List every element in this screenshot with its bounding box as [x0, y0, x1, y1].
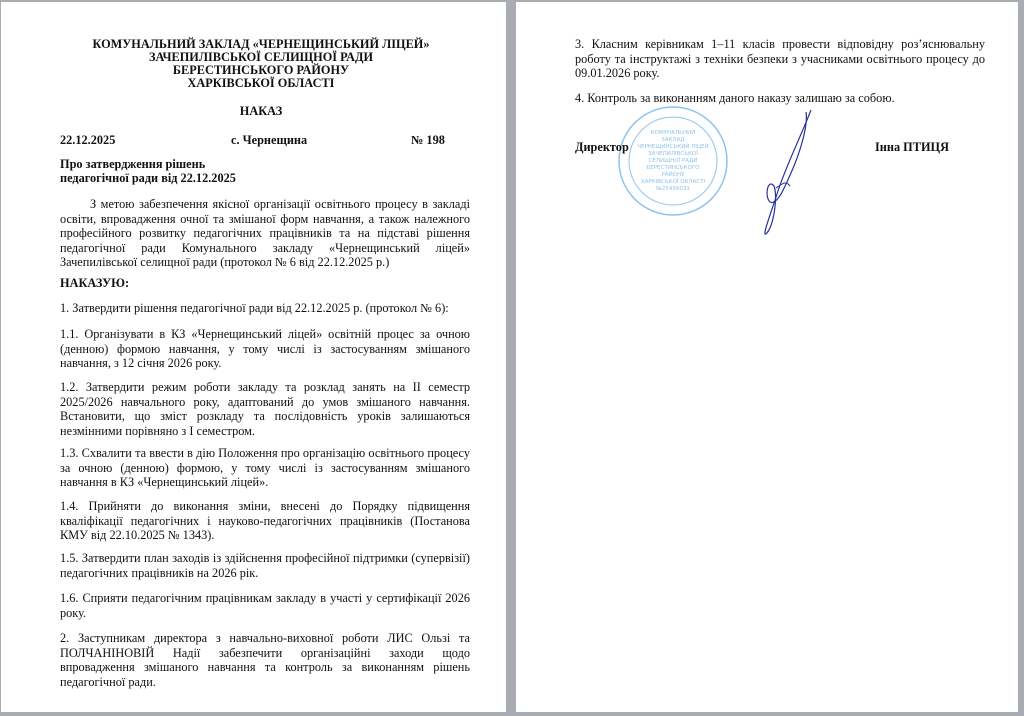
official-stamp-icon [616, 104, 731, 219]
order-item-1: 1. Затвердити рішення педагогічної ради від 22.12.2025 р. (протокол № 6): [60, 301, 449, 315]
order-item-1-4: 1.4. Прийняти до виконання зміни, внесені до Порядку підвищення кваліфікації педагогічних і науково-педагогічних працівників (Постанова КМУ від 22.10.2025 № 1343). [60, 499, 470, 543]
order-item-2: 2. Заступникам директора з навчально-виховної роботи ЛИС Ользі та ПОЛЧАНІНОВІЙ Надії забезпечити організаційні заходи щодо впровадження змішаного навчання та контроль за виконанням рішень педагогічної ради. [60, 631, 470, 689]
order-word: НАКАЗУЮ: [60, 276, 130, 290]
doc-type-title: НАКАЗ [239, 104, 283, 118]
svg-text:СЕЛИЩНОЇ РАДИ: СЕЛИЩНОЇ РАДИ [648, 158, 698, 164]
order-item-4: 4. Контроль за виконанням даного наказу залишаю за собою. [575, 91, 895, 105]
header-line: ХАРКІВСЬКОЇ ОБЛАСТІ [187, 76, 335, 90]
preamble-paragraph: З метою забезпечення якісної організації освітнього процесу в закладі освіти, впровадження очної та змішаної форм навчання, а також належного професійного розвитку педагогічних працівників та на підставі рішення педагогічної ради Комунального закладу «Чернещинський ліцей» Зачепилівської селищної ради (протокол № 6 від 22.12.2025 р.) [60, 197, 470, 270]
order-subject [60, 157, 236, 185]
signatory-name: Інна ПТИЦЯ [875, 140, 949, 154]
order-item-1-3: 1.3. Схвалити та ввести в дію Положення про організацію освітнього процесу за очною (денною) формою, у тому числі із застосуванням змішаного навчання в КЗ «Чернещинський ліцей». [60, 446, 470, 490]
order-item-1-5: 1.5. Затвердити план заходів із здійснення професійної підтримки (супервізії) педагогічних працівників на 2026 рік. [60, 551, 470, 580]
svg-text:ХАРКІВСЬКОЇ ОБЛАСТІ: ХАРКІВСЬКОЇ ОБЛАСТІ [640, 179, 706, 185]
svg-text:РАЙОНУ: РАЙОНУ [661, 172, 685, 178]
signature-title: Директор [575, 140, 629, 154]
order-item-1-6: 1.6. Сприяти педагогічним працівникам закладу в участі у сертифікації 2026 року. [60, 591, 470, 620]
svg-text:ЗАЧЕПИЛІВСЬКОЇ: ЗАЧЕПИЛІВСЬКОЇ [648, 151, 698, 157]
order-number: № 198 [411, 133, 445, 147]
document-page-2 [516, 2, 1018, 712]
header-line: БЕРЕСТИНСЬКОГО РАЙОНУ [172, 63, 350, 77]
subject-line: Про затвердження рішень [60, 157, 206, 171]
svg-text:№25456031: №25456031 [656, 186, 690, 192]
svg-text:БЕРЕСТИНСЬКОГО: БЕРЕСТИНСЬКОГО [646, 165, 700, 171]
order-item-1-2: 1.2. Затвердити режим роботи закладу та розклад занять на ІІ семестр 2025/2026 навчального року, адаптований до умов змішаного навчання. Встановити, що зміст розкладу та послідовність уроків залишаються незмінними порівняно з І семестром. [60, 380, 470, 438]
header-line: ЗАЧЕПИЛІВСЬКОЇ СЕЛИЩНОЇ РАДИ [148, 50, 374, 64]
order-item-3: 3. Класним керівникам 1–11 класів провести відповідну роз’яснювальну роботу та інструктажі з техніки безпеки з учасниками освітнього процесу до 09.01.2026 року. [575, 37, 985, 81]
order-place: с. Чернещина [231, 133, 308, 147]
signature-icon [756, 106, 816, 241]
svg-text:ЧЕРНЕЩИНСЬКИЙ ЛІЦЕЙ: ЧЕРНЕЩИНСЬКИЙ ЛІЦЕЙ [637, 144, 709, 150]
institution-header [41, 38, 481, 90]
header-line: КОМУНАЛЬНИЙ ЗАКЛАД «ЧЕРНЕЩИНСЬКИЙ ЛІЦЕЙ» [92, 37, 430, 51]
order-item-1-1: 1.1. Організувати в КЗ «Чернещинський ліцей» освітній процес за очною (денною) формою навчання, у тому числі із застосуванням змішаного навчання, з 12 січня 2026 року. [60, 327, 470, 371]
subject-line: педагогічної ради від 22.12.2025 [60, 171, 236, 185]
document-page-1 [1, 2, 506, 712]
order-date: 22.12.2025 [60, 133, 116, 147]
svg-text:ЗАКЛАД: ЗАКЛАД [661, 137, 685, 143]
svg-text:КОМУНАЛЬНИЙ: КОМУНАЛЬНИЙ [650, 130, 696, 136]
